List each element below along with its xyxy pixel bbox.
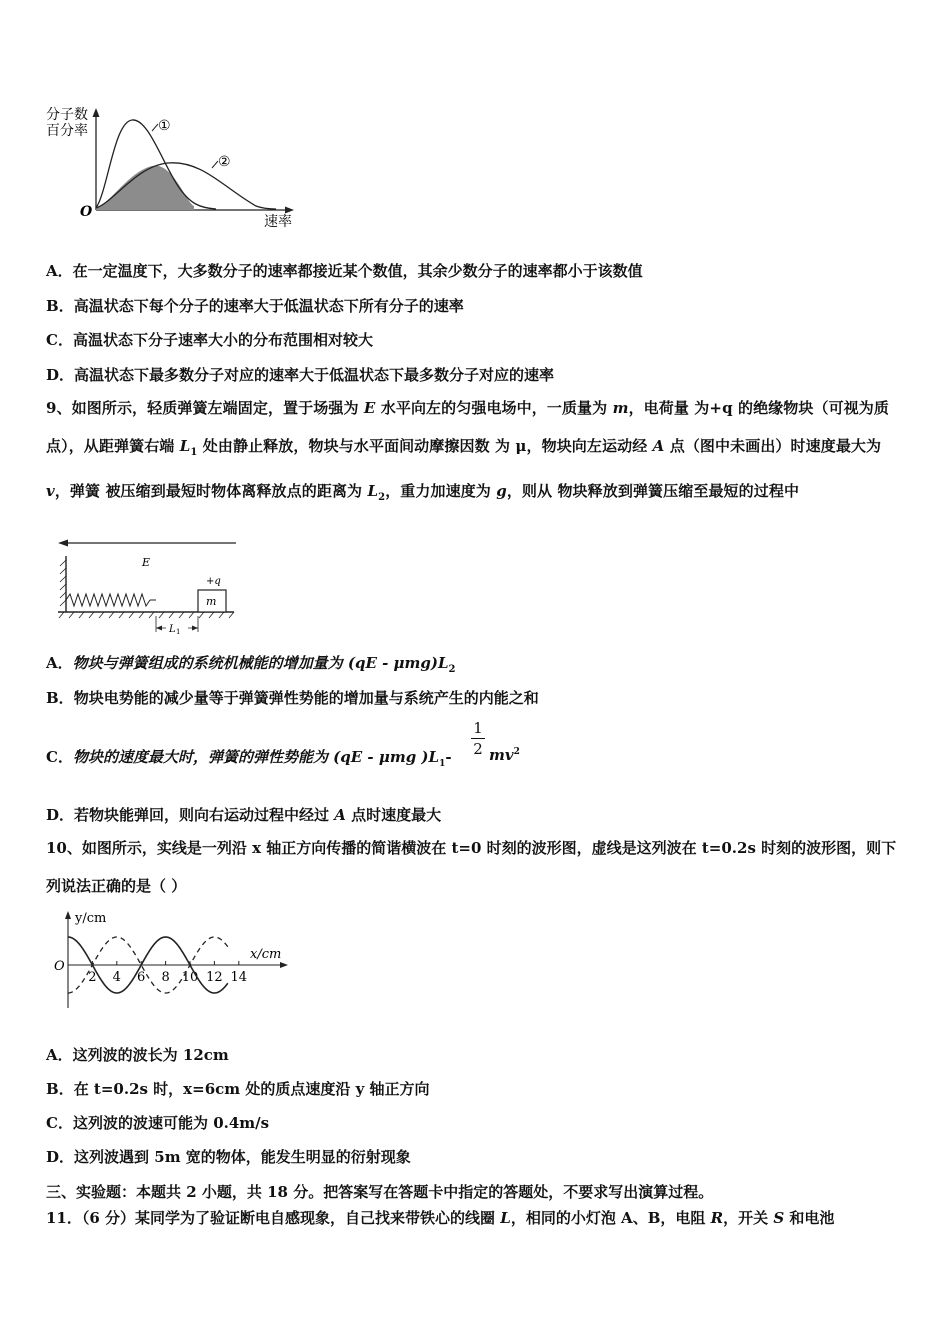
q8-d-text: 高温状态下最多数分子对应的速率大于低温状态下最多数分子对应的速率 <box>74 366 555 384</box>
q9-stem-part: 点（图中未画出）时速度最大为 <box>669 437 882 455</box>
q8-a-text: 在一定温度下，大多数分子的速率都接近某个数值，其余少数分子的速率都小于该数值 <box>72 262 643 280</box>
q9-stem-part: 水平向左的匀强电场中，一质量为 <box>380 399 608 417</box>
wave-y-arrow <box>65 911 71 919</box>
q9-stem <box>46 389 908 517</box>
fig1-origin: O <box>80 204 93 220</box>
q9-a-key: A． <box>46 654 73 672</box>
q10-b-key: B <box>46 1080 59 1098</box>
q9-a-sub: 2 <box>448 664 456 675</box>
q9-A: A <box>652 437 665 455</box>
wave-tick-label: 10 <box>181 970 199 985</box>
q9-E: E <box>363 399 376 417</box>
q9-c-fraction <box>471 718 485 759</box>
q10-option-b: B．在 t=0.2s 时，x=6cm 处的质点速度沿 y 轴正方向 <box>46 1080 430 1098</box>
q9-d-key: D． <box>46 806 75 824</box>
q9-option-a <box>46 652 456 675</box>
q9-b-key: B． <box>46 689 74 707</box>
q9-L1-sub: 1 <box>190 447 198 458</box>
q11-R: R <box>710 1209 724 1227</box>
wave-tick-label: 14 <box>230 970 248 985</box>
dist-label: L <box>169 624 176 635</box>
q11-text-1: 11．（6 分）某同学为了验证断电自感现象，自己找来带铁心的线圈 <box>46 1209 496 1227</box>
fig1-x-arrow <box>285 207 294 214</box>
wave-tick-label: 2 <box>88 970 97 985</box>
q9-c-fraction-num: 1 <box>471 718 485 739</box>
q9-d-text-2: 点时速度最大 <box>351 806 442 824</box>
q9-number: 9、 <box>46 399 72 417</box>
wave-x-arrow <box>280 962 288 968</box>
q8-option-d: D．高温状态下最多数分子对应的速率大于低温状态下最多数分子对应的速率 <box>46 366 555 384</box>
q10-b-text: 在 t=0.2s 时，x=6cm 处的质点速度沿 y 轴正方向 <box>73 1080 430 1098</box>
q9-stem-part: ，弹簧 被压缩到最短时物体离释放点的距离为 <box>54 482 363 500</box>
q8-option-b: B．高温状态下每个分子的速率大于低温状态下所有分子的速率 <box>46 297 464 315</box>
q10-c-text: 这列波的波速可能为 0.4m/s <box>72 1114 270 1132</box>
q11-stem <box>46 1207 834 1228</box>
q10-stem: 10、如图所示，实线是一列沿 x 轴正方向传播的简谐横波在 t=0 时刻的波形图，虚线是这列波在 t=0.2s 时刻的波形图，则下列说法正确的是（ ） <box>46 839 897 895</box>
q9-c-mv: mv <box>489 746 514 764</box>
ground-hatch <box>59 612 234 618</box>
wave-chart <box>50 906 290 1010</box>
dist-arrow-right <box>192 626 198 631</box>
fig1-curve1-label: ① <box>158 118 171 134</box>
spring-block-figure <box>52 534 242 638</box>
section-3-heading: 三、实验题：本题共 2 小题，共 18 分。把答案写在答题卡中指定的答题处，不要求写出演算过程。 <box>46 1183 714 1201</box>
wave-y-label: y/cm <box>75 911 107 926</box>
dist-label-sub: 1 <box>176 628 181 636</box>
q11-S: S <box>773 1209 785 1227</box>
q9-stem-part: 处由静止释放，物块与水平面间动摩擦因数 为 μ，物块向左运动经 <box>202 437 648 455</box>
q9-c-text: 物块的速度最大时，弹簧的弹性势能为 (qE - μmg )L <box>72 748 440 766</box>
q11-text-3: ，开关 <box>723 1209 769 1227</box>
q9-b-text: 物块电势能的减少量等于弹簧弹性势能的增加量与系统产生的内能之和 <box>73 689 539 707</box>
q9-L1: L <box>179 437 191 455</box>
charge-label: +q <box>206 576 221 587</box>
q9-c-tail <box>489 746 520 764</box>
q9-option-c <box>46 746 452 769</box>
fig1-y-label-1: 分子数 <box>46 107 88 123</box>
q8-c-key: C <box>46 331 58 349</box>
q8-b-key: B <box>46 297 59 315</box>
spring <box>66 594 150 606</box>
q8-c-text: 高温状态下分子速率大小的分布范围相对较大 <box>72 331 373 349</box>
q10-d-key: D <box>46 1148 60 1166</box>
q8-option-a: A．在一定温度下，大多数分子的速率都接近某个数值，其余少数分子的速率都小于该数值 <box>46 262 643 280</box>
q10-option-c: C．这列波的波速可能为 0.4m/s <box>46 1114 270 1132</box>
q10-d-text: 这列波遇到 5m 宽的物体，能发生明显的衍射现象 <box>74 1148 411 1166</box>
field-label: E <box>142 556 151 569</box>
fig1-y-label-2: 百分率 <box>46 123 88 139</box>
wave-tick-label: 8 <box>161 970 170 985</box>
q9-stem-part: ，则从 物块释放到弹簧压缩至最短的过程中 <box>506 482 800 500</box>
q10-a-text: 这列波的波长为 12cm <box>72 1046 229 1064</box>
q9-c-fraction-den: 2 <box>473 740 483 758</box>
q9-g: g <box>496 482 507 500</box>
q10-option-d: D．这列波遇到 5m 宽的物体，能发生明显的衍射现象 <box>46 1148 411 1166</box>
wave-tick-label: 4 <box>112 970 121 985</box>
fig1-curve2-label: ② <box>218 154 231 170</box>
q11-text-4: 和电池 <box>789 1209 835 1227</box>
wave-x-label: x/cm <box>250 947 282 962</box>
q10-c-key: C <box>46 1114 58 1132</box>
q8-d-key: D <box>46 366 60 384</box>
wall-hatch <box>60 560 66 606</box>
q8-option-c: C．高温状态下分子速率大小的分布范围相对较大 <box>46 331 373 349</box>
block-label: m <box>206 595 217 608</box>
wave-tick-label: 6 <box>137 970 146 985</box>
q11-text-2: ，相同的小灯泡 A、B，电阻 <box>510 1209 706 1227</box>
q11-L: L <box>500 1209 511 1227</box>
q9-option-b <box>46 687 539 708</box>
q9-stem-part: ，电荷量 为+q 的绝缘物块（可视为质点），从距弹簧右端 <box>46 399 889 455</box>
q9-a-text: 物块与弹簧组成的系统机械能的增加量为 (qE - μmg)L <box>72 654 449 672</box>
q9-L2: L <box>367 482 379 500</box>
fig1-y-arrow <box>93 108 100 117</box>
q9-c-sub: 1 <box>439 759 446 769</box>
q8-b-text: 高温状态下每个分子的速率大于低温状态下所有分子的速率 <box>73 297 464 315</box>
q10-option-a: A．这列波的波长为 12cm <box>46 1046 229 1064</box>
q9-c-key: C． <box>46 748 73 766</box>
q9-c-minus: - <box>445 748 452 766</box>
q9-c-sup: 2 <box>513 747 520 757</box>
q9-d-A: A <box>334 806 346 824</box>
q9-stem-part: 如图所示，轻质弹簧左端固定，置于场强为 <box>71 399 359 417</box>
wave-origin: O <box>54 959 65 974</box>
q10-a-key: A <box>46 1046 58 1064</box>
q9-L2-sub: 2 <box>378 492 386 503</box>
wave-tick-label: 12 <box>206 970 223 985</box>
q8-a-key: A <box>46 262 58 280</box>
field-arrow-head <box>58 540 68 547</box>
q9-stem-part: ，重力加速度为 <box>385 482 491 500</box>
q9-option-d <box>46 804 441 825</box>
fig1-x-label: 速率 <box>264 214 292 230</box>
q9-d-text-1: 若物块能弹回，则向右运动过程中经过 <box>74 806 330 824</box>
q9-m: m <box>612 399 629 417</box>
dist-arrow-left <box>156 626 162 631</box>
speed-distribution-figure <box>44 102 304 230</box>
q9-v: v <box>46 482 55 500</box>
